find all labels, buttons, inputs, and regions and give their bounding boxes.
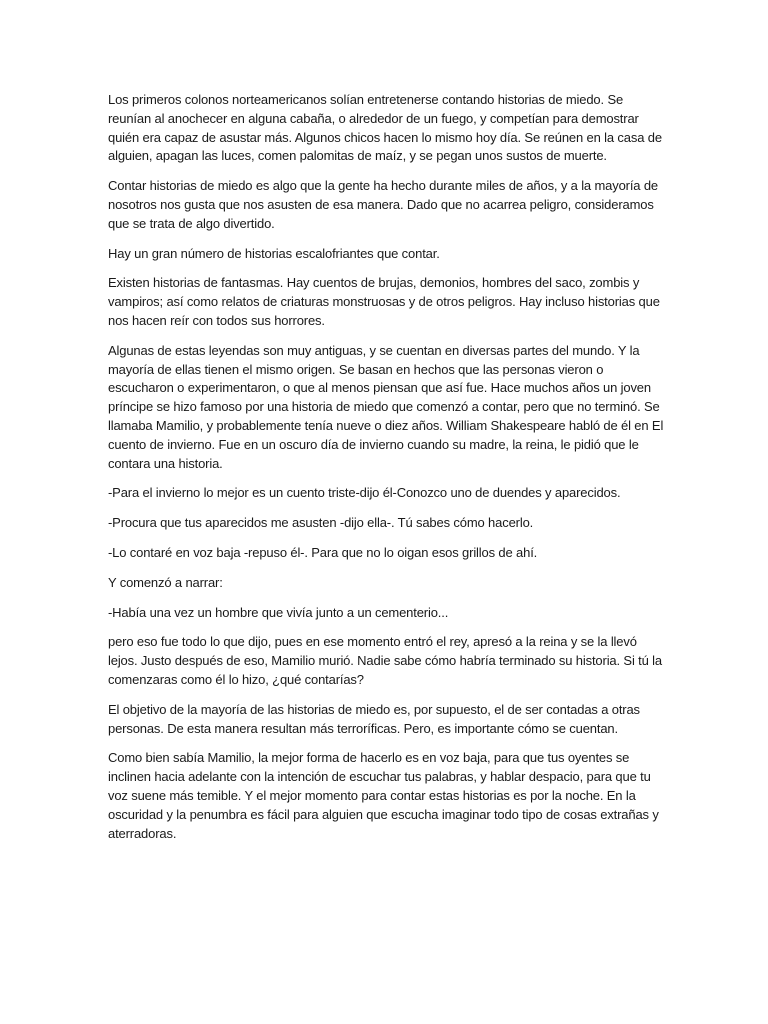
- document-page: [108, 91, 666, 854]
- paragraph-6: pero eso fue todo lo que dijo, pues en ese momento entró el rey, apresó a la reina y se la llevó lejos. Justo después de eso, Mamilio murió. Nadie sabe cómo habría terminado su historia. Si tú la comenzaras como él lo hizo, ¿qué contarías?: [108, 634, 662, 687]
- paragraph-4: Existen historias de fantasmas. Hay cuentos de brujas, demonios, hombres del saco, zombis y vampiros; así como relatos de criaturas monstruosas y de otros peligros. Hay incluso historias que nos hacen reír con todos sus horrores.: [108, 275, 660, 328]
- dialogue-line-4: -Había una vez un hombre que vivía junto a un cementerio...: [108, 604, 449, 620]
- dialogue-line-2: -Procura que tus aparecidos me asusten -dijo ella-. Tú sabes cómo hacerlo.: [108, 515, 534, 531]
- dialogue-line-3: -Lo contaré en voz baja -repuso él-. Para que no lo oigan esos grillos de ahí.: [108, 544, 538, 560]
- narration-intro: Y comenzó a narrar:: [108, 574, 223, 590]
- dialogue-line-1: -Para el invierno lo mejor es un cuento triste-dijo él-Conozco uno de duendes y aparecidos.: [108, 485, 621, 501]
- paragraph-5: Algunas de estas leyendas son muy antiguas, y se cuentan en diversas partes del mundo. Y la mayoría de ellas tienen el mismo origen. Se basan en hechos que las personas vieron o escucharon o experimentaron, o que al menos piensan que así fue. Hace muchos años un joven príncipe se hizo famoso por una historia de miedo que comenzó a contar, pero que no terminó. Se llamaba Mamilio, y probablemente tenía nueve o diez años. William Shakespeare habló de él en El cuento de invierno. Fue en un oscuro día de invierno cuando su madre, la reina, le pidió que le contara una historia.: [108, 342, 664, 471]
- paragraph-3: Hay un gran número de historias escalofriantes que contar.: [108, 245, 440, 261]
- paragraph-2: Contar historias de miedo es algo que la gente ha hecho durante miles de años, y a la mayoría de nosotros nos gusta que nos asusten de esa manera. Dado que no acarrea peligro, consideramos que se trata de algo divertido.: [108, 178, 659, 231]
- paragraph-1: Los primeros colonos norteamericanos solían entretenerse contando historias de miedo. Se reunían al anochecer en alguna cabaña, o alrededor de un fuego, y competían para demostrar quién era capaz de asustar más. Algunos chicos hacen lo mismo hoy día. Se reúnen en la casa de alguien, apagan las luces, comen palomitas de maíz, y se pegan unos sustos de muerte.: [108, 92, 662, 164]
- paragraph-7: El objetivo de la mayoría de las historias de miedo es, por supuesto, el de ser contadas a otras personas. De esta manera resultan más terroríficas. Pero, es importante cómo se cuentan.: [108, 701, 640, 736]
- paragraph-8: Como bien sabía Mamilio, la mejor forma de hacerlo es en voz baja, para que tus oyentes se inclinen hacia adelante con la intención de escuchar tus palabras, y hablar despacio, para que tu voz suene más temible. Y el mejor momento para contar estas historias es por la noche. En la oscuridad y la penumbra es fácil para alguien que escucha imaginar todo tipo de cosas extrañas y aterradoras.: [108, 750, 659, 841]
